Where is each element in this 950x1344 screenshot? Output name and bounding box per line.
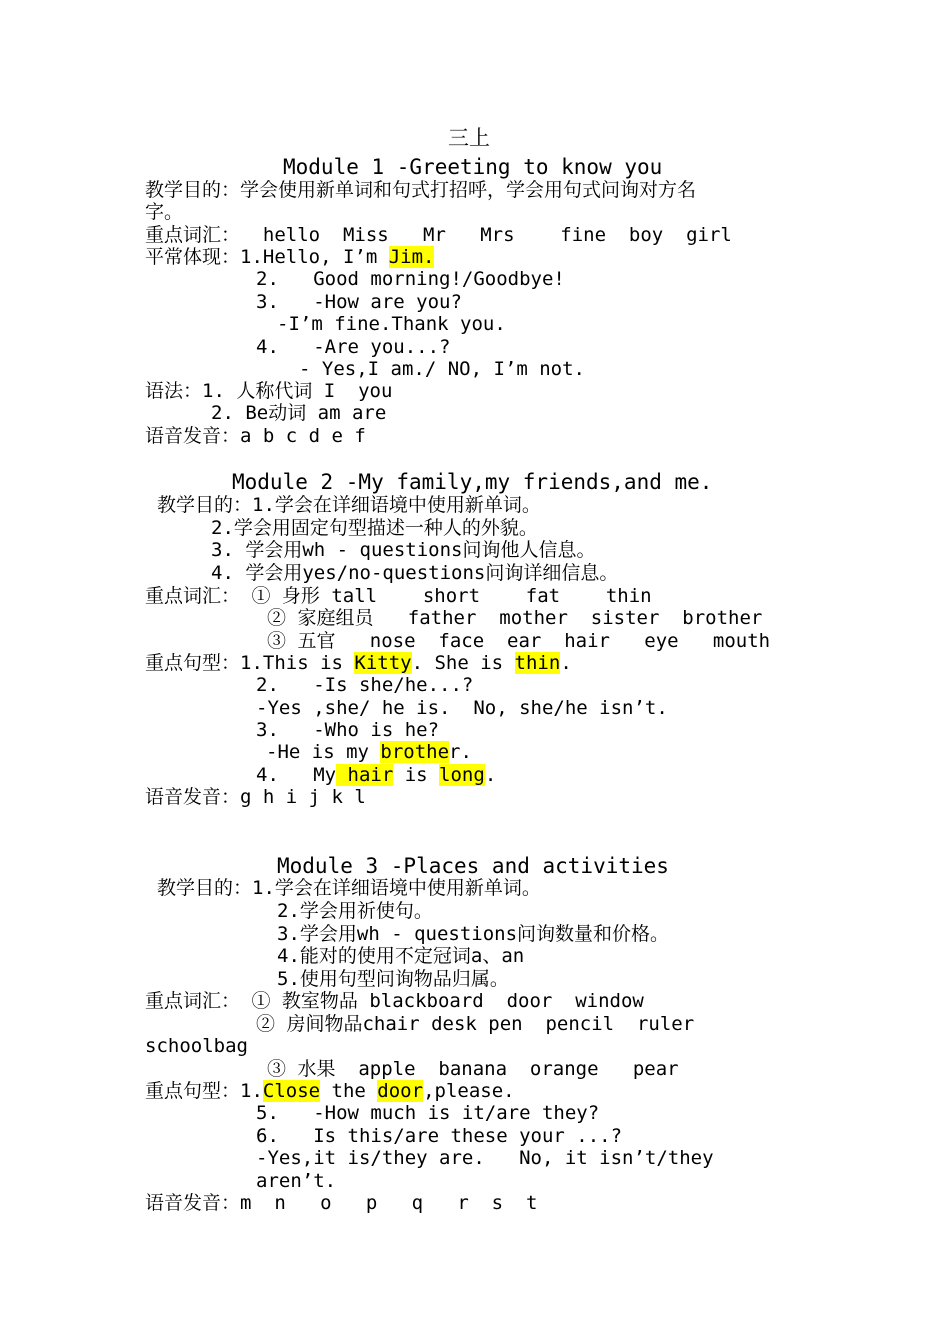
module-3-aim-2: 2.学会用祈使句。 bbox=[277, 900, 433, 922]
module-2-sentence-1 bbox=[145, 652, 572, 674]
text-run: 平常体现：1.Hello, I’m bbox=[145, 246, 389, 268]
module-2-vocabulary-3: ③ 五官 nose face ear hair eye mouth bbox=[267, 630, 771, 652]
module-2-vocabulary-2: ② 家庭组员 father mother sister brother bbox=[267, 607, 763, 629]
module-3-aim-4: 4.能对的使用不定冠词a、an bbox=[277, 945, 525, 967]
module-1-sentence-3-answer: -I’m fine.Thank you. bbox=[277, 313, 506, 335]
module-3-vocabulary-2-cont: schoolbag bbox=[145, 1035, 248, 1057]
text-run: is bbox=[393, 764, 440, 786]
page-title: 三上 bbox=[448, 126, 490, 150]
module-2-aim-2: 2.学会用固定句型描述一种人的外貌。 bbox=[211, 517, 538, 539]
module-2-sentence-2-answer: -Yes ,she/ he is. No, she/he isn’t. bbox=[256, 697, 668, 719]
module-1-aim-line-2: 字。 bbox=[145, 201, 184, 223]
highlight: thin bbox=[514, 652, 561, 674]
module-1-sentence-4-answer: - Yes,I am./ NO, I’m not. bbox=[299, 358, 585, 380]
text-run: . bbox=[560, 652, 572, 674]
module-3-sentence-6: 6. Is this/are these your ...? bbox=[256, 1125, 623, 1147]
text-run: 4. My bbox=[256, 764, 337, 786]
module-3-vocabulary-1: 重点词汇： ① 教室物品 blackboard door window bbox=[145, 990, 644, 1012]
module-3-sentence-5: 5. -How much is it/are they? bbox=[256, 1102, 600, 1124]
module-2-aim-1: 教学目的：1.学会在详细语境中使用新单词。 bbox=[157, 494, 541, 516]
module-2-sentence-3-answer bbox=[266, 741, 472, 763]
module-3-aim-3: 3.学会用wh - questions问询数量和价格。 bbox=[277, 923, 670, 945]
module-1-aim-line-1: 教学目的：学会使用新单词和句式打招呼，学会用句式问询对方名 bbox=[145, 179, 697, 201]
module-3-sentence-6-answer: -Yes,it is/they are. No, it isn’t/they bbox=[256, 1147, 714, 1169]
module-2-aim-4: 4. 学会用yes/no-questions问询详细信息。 bbox=[211, 562, 619, 584]
module-1-sentence-3: 3. -How are you? bbox=[256, 291, 462, 313]
module-2-sentence-3: 3. -Who is he? bbox=[256, 719, 440, 741]
text-run: the bbox=[320, 1080, 378, 1102]
module-3-phonics: 语音发音：m n o p q r s t bbox=[145, 1192, 538, 1214]
module-1-grammar-2: 2. Be动词 am are bbox=[211, 402, 387, 424]
text-run: ,please. bbox=[423, 1080, 515, 1102]
highlight: brothe bbox=[380, 741, 450, 763]
module-3-sentence-6-answer-cont: aren’t. bbox=[256, 1170, 337, 1192]
module-1-title: Module 1 -Greeting to know you bbox=[283, 155, 663, 179]
highlight: Kitty bbox=[354, 652, 412, 674]
module-3-title: Module 3 -Places and activities bbox=[277, 854, 669, 878]
highlight: long bbox=[439, 764, 485, 786]
highlight: Jim. bbox=[388, 246, 435, 268]
module-2-sentence-4 bbox=[256, 764, 496, 786]
module-2-sentence-2: 2. -Is she/he...? bbox=[256, 674, 474, 696]
module-2-phonics: 语音发音：g h i j k l bbox=[145, 786, 366, 808]
highlight: hair bbox=[336, 764, 394, 786]
module-3-aim-1: 教学目的：1.学会在详细语境中使用新单词。 bbox=[157, 877, 541, 899]
module-3-aim-5: 5.使用句型问询物品归属。 bbox=[277, 968, 509, 990]
highlight: Close bbox=[262, 1080, 321, 1102]
module-1-sentence-1 bbox=[145, 246, 434, 268]
module-2-vocabulary-1: 重点词汇： ① 身形 tall short fat thin bbox=[145, 585, 652, 607]
module-1-phonics: 语音发音：a b c d e f bbox=[145, 425, 366, 447]
module-3-vocabulary-2: ② 房间物品chair desk pen pencil ruler bbox=[256, 1013, 695, 1035]
module-1-sentence-4: 4. -Are you...? bbox=[256, 336, 451, 358]
module-2-title: Module 2 -My family,my friends,and me. bbox=[232, 470, 713, 494]
text-run: 重点句型：1.This is bbox=[145, 652, 355, 674]
module-1-sentence-2: 2. Good morning!/Goodbye! bbox=[256, 268, 565, 290]
text-run: . She is bbox=[411, 652, 515, 674]
module-3-vocabulary-3: ③ 水果 apple banana orange pear bbox=[267, 1058, 679, 1080]
module-1-vocabulary: 重点词汇： hello Miss Mr Mrs fine boy girl bbox=[145, 224, 732, 246]
module-2-aim-3: 3. 学会用wh - questions问询他人信息。 bbox=[211, 539, 596, 561]
text-run: 重点句型：1. bbox=[145, 1080, 263, 1102]
text-run: . bbox=[484, 764, 497, 786]
module-3-sentence-1 bbox=[145, 1080, 515, 1102]
text-run: -He is my bbox=[266, 741, 381, 763]
module-1-grammar-1: 语法：1. 人称代词 I you bbox=[145, 380, 393, 402]
highlight: door bbox=[377, 1080, 424, 1102]
text-run: r. bbox=[449, 741, 472, 763]
